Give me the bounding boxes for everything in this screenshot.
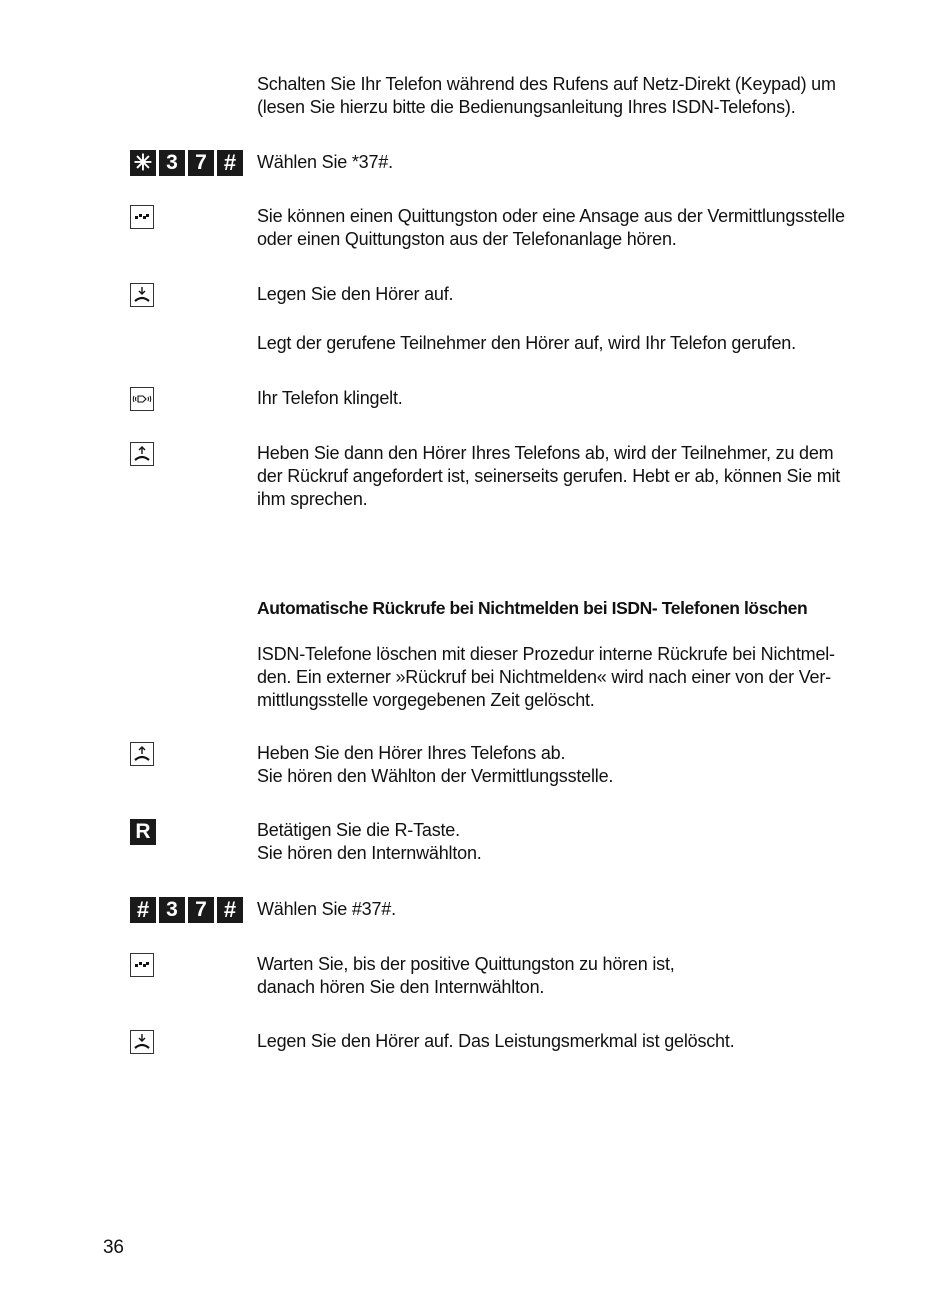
page-number: 36 [103,1237,124,1258]
text-line: Sie hören den Internwählton. [257,843,482,863]
paragraph [257,151,877,174]
key-sequence [130,819,156,845]
text-line: den. Ein externer »Rückruf bei Nichtmelden« wird nach einer von der Ver- [257,667,831,687]
text-line: Heben Sie den Hörer Ihres Telefons ab. [257,743,566,763]
digit-7-key-icon: 7 [188,150,214,176]
handset-up-icon [130,742,154,766]
paragraph [257,283,877,306]
tone-icon [130,953,154,977]
text-line: Wählen Sie *37#. [257,152,393,172]
symbol-cell [130,442,154,466]
key-sequence [130,150,243,176]
text-line: Heben Sie dann den Hörer Ihres Telefons ab, wird der Teilnehmer, zu dem [257,443,834,463]
text-line: der Rückruf angefordert ist, seinerseits gerufen. Hebt er ab, können Sie mit [257,466,841,486]
text-line: ISDN-Telefone löschen mit dieser Prozedur interne Rückrufe bei Nichtmel- [257,644,835,664]
hash-key-icon: # [217,150,243,176]
hash-key-icon: # [217,897,243,923]
symbol-cell [130,742,154,766]
paragraph [257,387,877,410]
text-line: Wählen Sie #37#. [257,899,396,919]
text-line: danach hören Sie den Internwählton. [257,977,545,997]
text-line: (lesen Sie hierzu bitte die Bedienungsanleitung Ihres ISDN-Telefons). [257,97,796,117]
star-key-icon: ✳ [130,150,156,176]
symbol-cell [130,283,154,307]
r-key-icon: R [130,819,156,845]
text-line: Sie können einen Quittungston oder eine Ansage aus der Vermittlungsstelle [257,206,845,226]
text-line: Sie hören den Wählton der Vermittlungsstelle. [257,766,614,786]
hash-key-icon: # [130,897,156,923]
text-line: Ihr Telefon klingelt. [257,388,403,408]
paragraph [257,953,877,999]
digit-3-key-icon: 3 [159,150,185,176]
text-line: Warten Sie, bis der positive Quittungston zu hören ist, [257,954,675,974]
paragraph [257,742,877,788]
symbol-cell [130,953,154,977]
text-line: mittlungsstelle vorgegebenen Zeit gelöscht. [257,690,595,710]
paragraph [257,643,877,712]
paragraph [257,1030,877,1053]
paragraph [257,442,877,511]
ringing-icon [130,387,154,411]
text-line: Betätigen Sie die R-Taste. [257,820,460,840]
digit-7-key-icon: 7 [188,897,214,923]
text-line: Legen Sie den Hörer auf. [257,284,454,304]
tone-icon [130,205,154,229]
paragraph [257,819,877,865]
text-line: Legt der gerufene Teilnehmer den Hörer auf, wird Ihr Telefon gerufen. [257,333,796,353]
digit-3-key-icon: 3 [159,897,185,923]
paragraph [257,332,877,355]
symbol-cell [130,1030,154,1054]
paragraph [257,898,877,921]
symbol-cell [130,205,154,229]
symbol-cell [130,387,154,411]
handset-down-icon [130,283,154,307]
paragraph [257,73,877,119]
text-line: Legen Sie den Hörer auf. Das Leistungsmerkmal ist gelöscht. [257,1031,735,1051]
text-line: Schalten Sie Ihr Telefon während des Rufens auf Netz-Direkt (Keypad) um [257,74,836,94]
handset-up-icon [130,442,154,466]
heading-text: Automatische Rückrufe bei Nichtmelden bei ISDN- Telefonen löschen [257,598,808,618]
section-heading [257,597,877,620]
text-line: ihm sprechen. [257,489,368,509]
paragraph [257,205,877,251]
text-line: oder einen Quittungston aus der Telefonanlage hören. [257,229,677,249]
handset-down-icon [130,1030,154,1054]
key-sequence [130,897,243,923]
